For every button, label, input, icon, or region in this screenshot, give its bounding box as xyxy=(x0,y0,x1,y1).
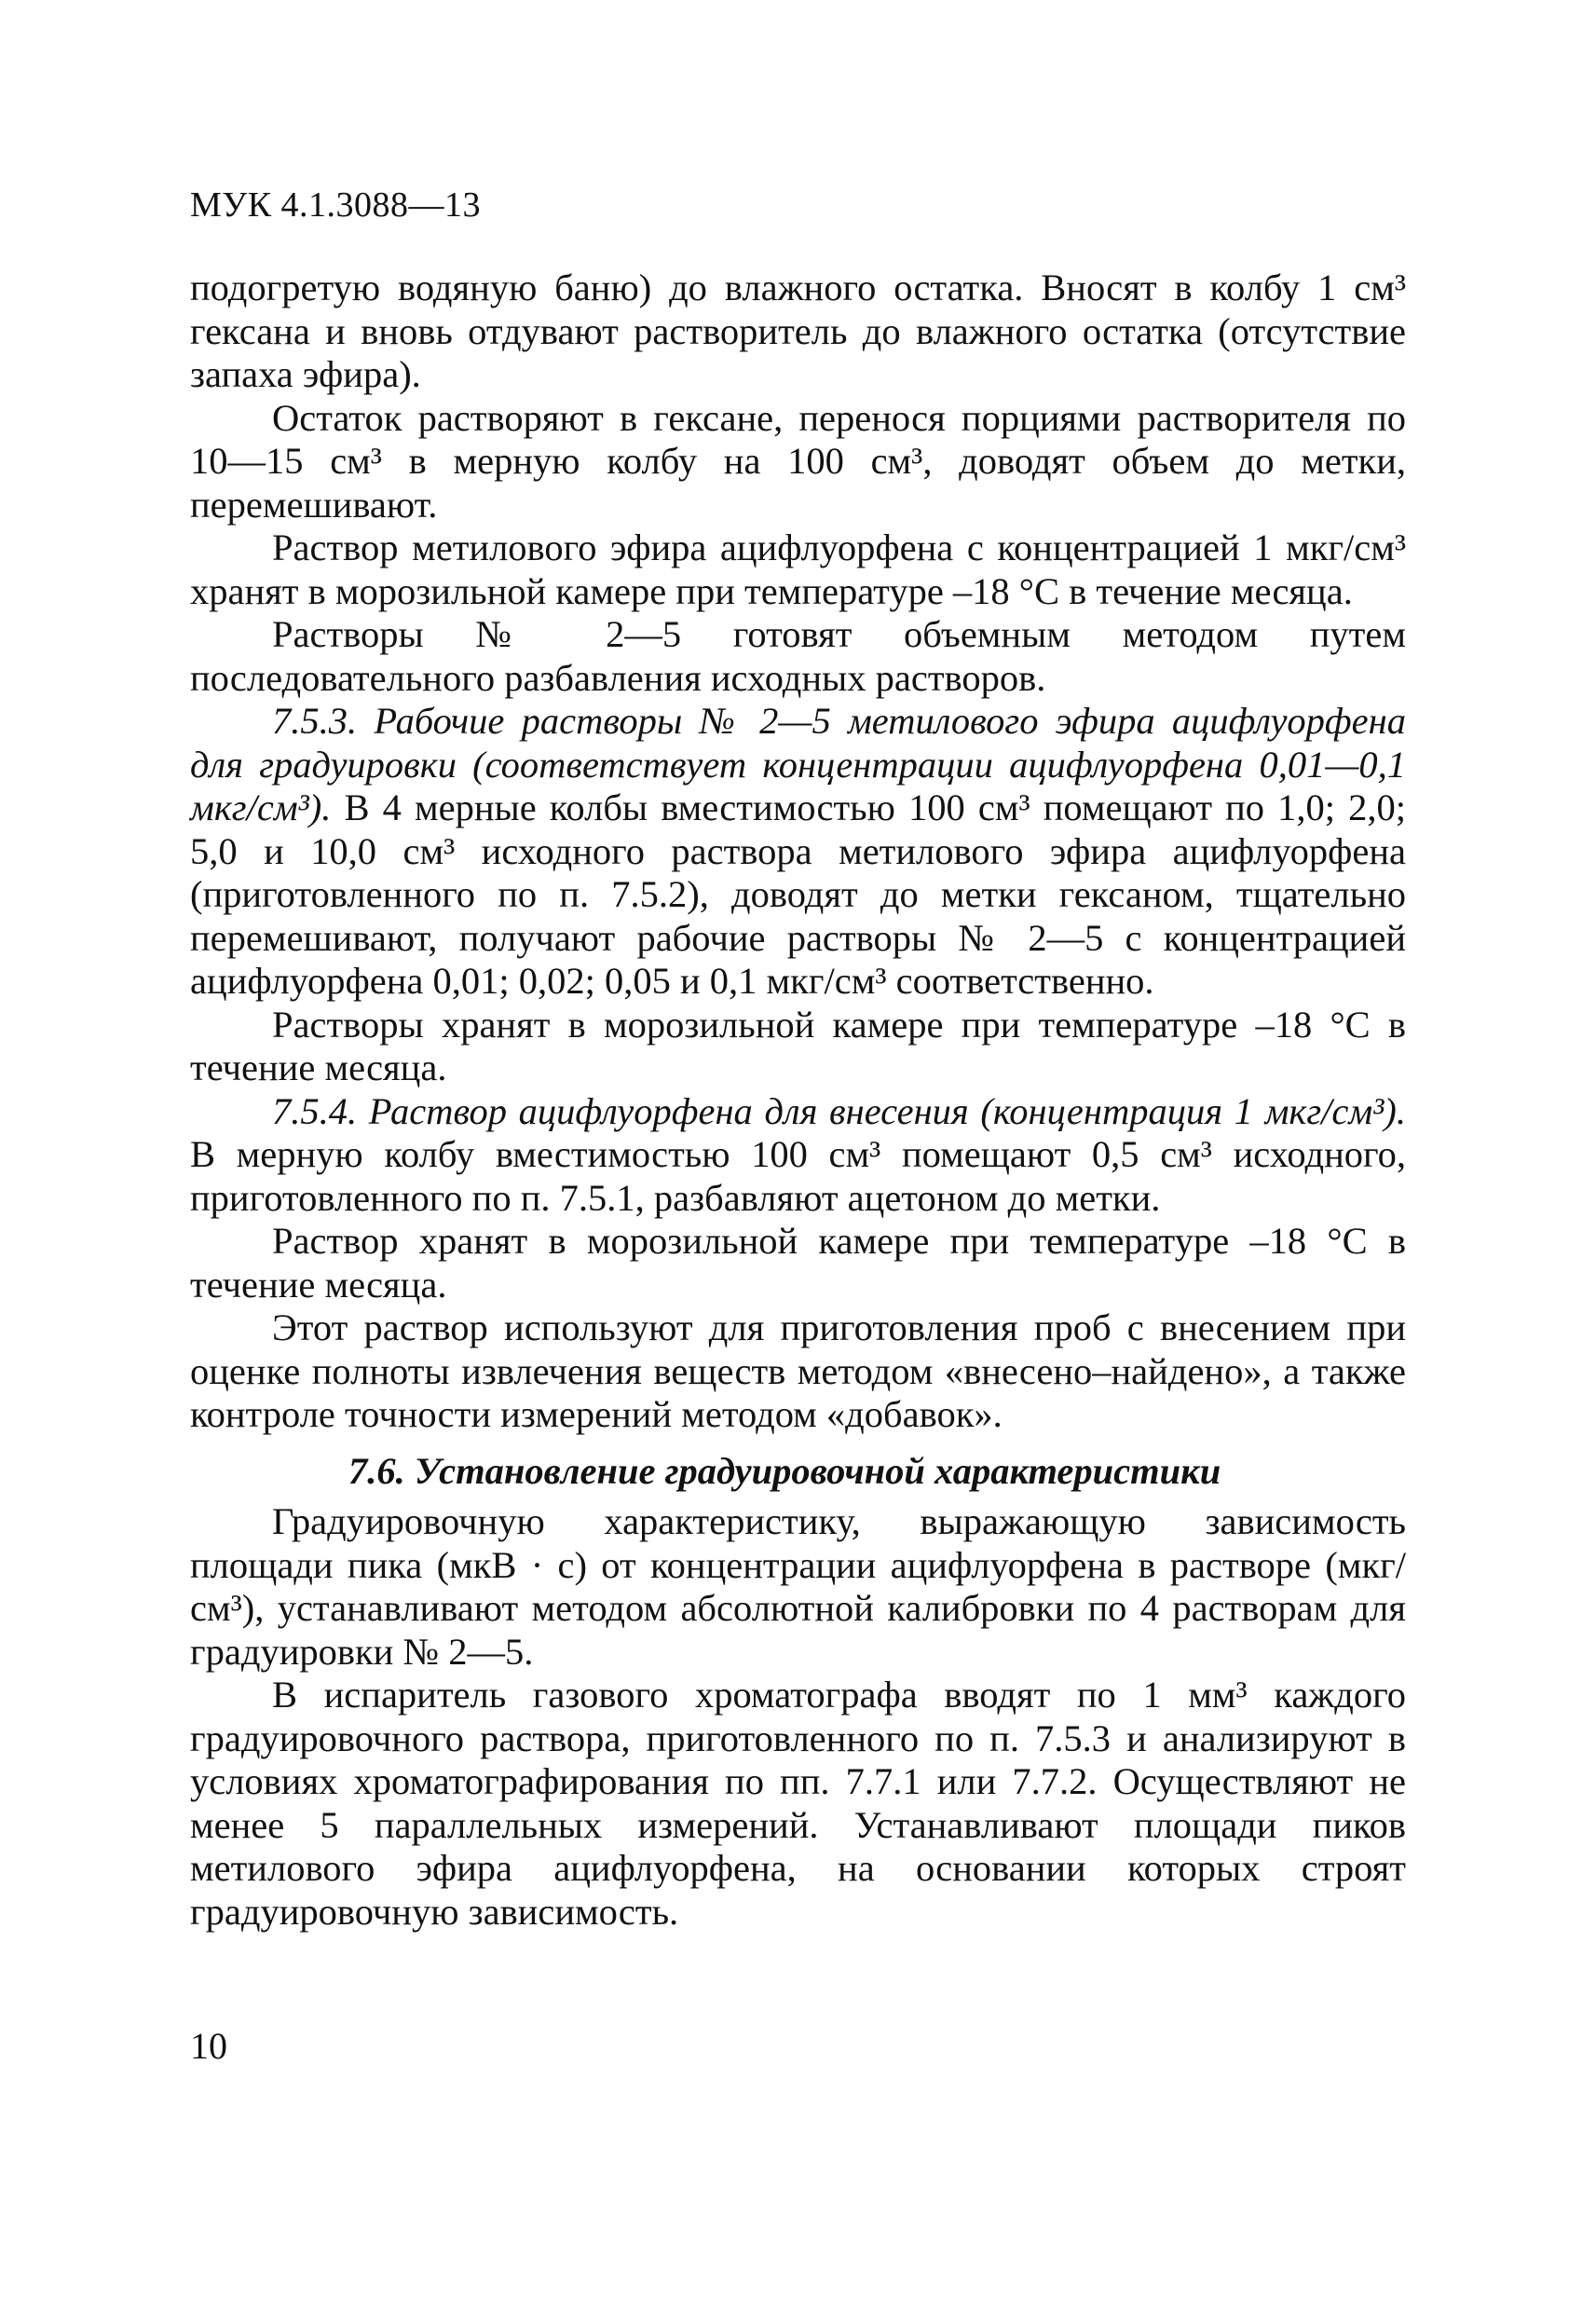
paragraph-7-5-4 xyxy=(190,1090,1406,1221)
paragraph: Остаток растворяют в гексане, перенося порциями растворителя по 10—15 см³ в мерную колбу на 100 см³, доводят объем до метки, перемешивают. xyxy=(190,396,1406,526)
paragraph: подогретую водяную баню) до влажного остатка. Вносят в колбу 1 см³ гексана и вновь отдувают растворитель до влажного остатка (отсутствие запаха эфира). xyxy=(190,267,1406,395)
section-heading-7-6: 7.6. Установление градуировочной характеристики xyxy=(348,1449,1221,1492)
paragraph: Растворы хранят в морозильной камере при температуре –18 °С в течение месяца. xyxy=(190,1003,1406,1088)
paragraph: Растворы № 2—5 готовят объемным методом путем последовательного разбавления исходных растворов. xyxy=(190,613,1406,699)
paragraph: Раствор метилового эфира ацифлуорфена с концентрацией 1 мкг/см³ хранят в морозильной камере при температуре –18 °С в течение месяца. xyxy=(190,526,1406,612)
subsection-text-7-5-3: В 4 мерные колбы вместимостью 100 см³ помещают по 1,0; 2,0; 5,0 и 10,0 см³ исходного раствора метилового эфира ацифлуорфена (приготовленного по п. 7.5.2), доводят до метки гексаном, тщательно перемешивают, получают рабочие растворы № 2—5 с концентрацией ацифлуорфена 0,01; 0,02; 0,05 и 0,1 мкг/см³ соответственно. xyxy=(190,786,1406,1002)
paragraph-7-5-3 xyxy=(190,700,1406,1004)
paragraph: В испаритель газового хроматографа вводят по 1 мм³ каждого градуировочного раствора, приготовленного по п. 7.5.3 и анализируют в условиях хроматографирования по пп. 7.7.1 или 7.7.2. Осуществляют не менее 5 параллельных измерений. Устанавливают площади пиков метилового эфира ацифлуорфена, на основании которых строят градуировочную зависимость. xyxy=(190,1674,1406,1933)
subsection-title-7-5-3: 7.5.3. Рабочие растворы № 2—5 метилового эфира ацифлуорфена для градуировки (соответствует концентрации ацифлуорфена 0,01—0,1 мкг/см³). xyxy=(190,700,1406,828)
document-body xyxy=(190,267,1406,1934)
subsection-title-7-5-4: 7.5.4. Раствор ацифлуорфена для внесения (концентрация 1 мкг/см³). xyxy=(272,1089,1406,1132)
paragraph: Градуировочную характеристику, выражающую зависимость площади пика (мкВ · с) от концентрации ацифлуорфена в растворе (мкг/см³), устанавливают методом абсолютной калибровки по 4 растворам для градуировки № 2—5. xyxy=(190,1500,1406,1673)
subsection-text-7-5-4: В мерную колбу вместимостью 100 см³ помещают 0,5 см³ исходного, приготовленного по п. 7.5.1, разбавляют ацетоном до метки. xyxy=(190,1133,1406,1219)
paragraph: Этот раствор используют для приготовления проб с внесением при оценке полноты извлечения веществ методом «внесено–найдено», а также контроле точности измерений методом «добавок». xyxy=(190,1306,1406,1435)
document-code-header: МУК 4.1.3088—13 xyxy=(190,185,482,225)
paragraph: Раствор хранят в морозильной камере при температуре –18 °С в течение месяца. xyxy=(190,1220,1406,1306)
page-number: 10 xyxy=(190,2025,227,2067)
